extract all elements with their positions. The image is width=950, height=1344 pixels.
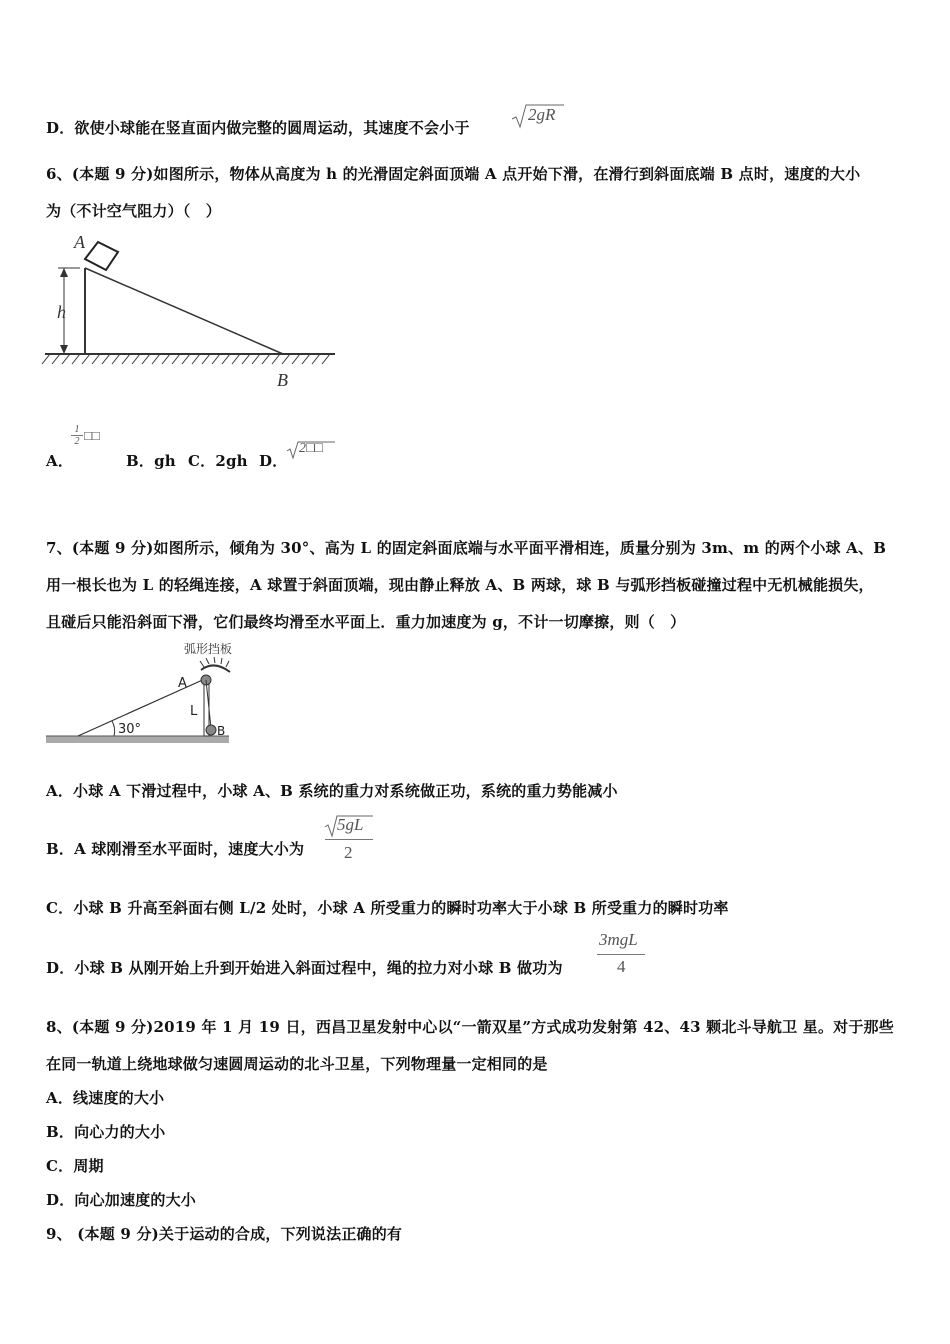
q7-stem-line1: 7、(本题 9 分)如图所示，倾角为 30°、高为 L 的固定斜面底端与水平面平滑相连，质量分别为 3m、m 的两个小球 A、B [46,539,887,557]
q7-angle-label: 30° [118,722,142,737]
q7-option-c: C．小球 B 升高至斜面右侧 L/2 处时，小球 A 所受重力的瞬时功率大于小球 B 所受重力的瞬时功率 [46,899,729,917]
q7-option-d-text: D．小球 B 从刚开始上升到开始进入斜面过程中，绳的拉力对小球 B 做功为 [46,959,563,977]
q6-stem-line1: 6、(本题 9 分)如图所示，物体从高度为 h 的光滑固定斜面顶端 A 点开始下滑，在滑行到斜面底端 B 点时，速度的大小 [46,165,861,183]
q7-option-d-fraction-bar [597,954,645,955]
q7-option-b-text: B．A 球刚滑至水平面时，速度大小为 [46,840,305,858]
q8-option-a: A．线速度的大小 [46,1089,165,1107]
q6-label-b: B [277,370,288,390]
q6-option-a-fraction: 1 2 [71,424,83,447]
q8-stem-line2: 在同一轨道上绕地球做匀速圆周运动的北斗卫星，下列物理量一定相同的是 [46,1055,548,1073]
q5-option-d-math: 2gR [528,105,556,124]
q6-incline-figure [40,232,340,392]
q7-option-b-num: 5gL [337,815,364,834]
q7-baffle-label: 弧形挡板 [184,642,233,656]
q8-option-b: B．向心力的大小 [46,1123,166,1141]
q6-stem-line2: 为（不计空气阻力）（ ） [46,202,221,220]
q6-label-h: h [57,302,66,322]
q6-option-a-label: A． [46,452,74,470]
q6-option-c: C．2gh [188,452,248,470]
q7-label-l: L [190,704,198,719]
q7-stem-line2: 用一根长也为 L 的轻绳连接，A 球置于斜面顶端，现由静止释放 A、B 两球，球 B 与弧形挡板碰撞过程中无机械能损失， [46,576,874,594]
q6-option-a-glyph: □□ [84,428,100,443]
q7-stem-line3: 且碰后只能沿斜面下滑，它们最终均滑至水平面上．重力加速度为 g，不计一切摩擦，则（ ） [46,613,686,631]
q8-option-d: D．向心加速度的大小 [46,1191,197,1209]
q6-option-b: B．gh [126,452,176,470]
q7-option-b-den: 2 [344,843,353,862]
q7-option-d-den: 4 [617,957,626,976]
q6-option-d-math: 2□□ [299,441,323,456]
q7-option-a: A．小球 A 下滑过程中，小球 A、B 系统的重力对系统做正功，系统的重力势能减小 [46,782,618,800]
q7-label-b: B [217,724,226,738]
q6-label-a: A [74,232,85,252]
q7-incline-figure [44,638,244,750]
q7-label-a: A [178,676,187,691]
q9-stem-line1: 9、 (本题 9 分)关于运动的合成，下列说法正确的有 [46,1225,403,1243]
q7-option-d-num: 3mgL [599,930,638,949]
q6-option-d-label: D． [259,452,288,470]
q7-option-b-fraction-bar [325,839,373,840]
q5-option-d: D．欲使小球能在竖直面内做完整的圆周运动，其速度不会小于 [46,119,470,137]
q8-option-c: C．周期 [46,1157,104,1175]
q8-stem-line1: 8、(本题 9 分)2019 年 1 月 19 日，西昌卫星发射中心以“一箭双星”方式成功发射第 42、43 颗北斗导航卫 星。对于那些 [46,1018,894,1036]
